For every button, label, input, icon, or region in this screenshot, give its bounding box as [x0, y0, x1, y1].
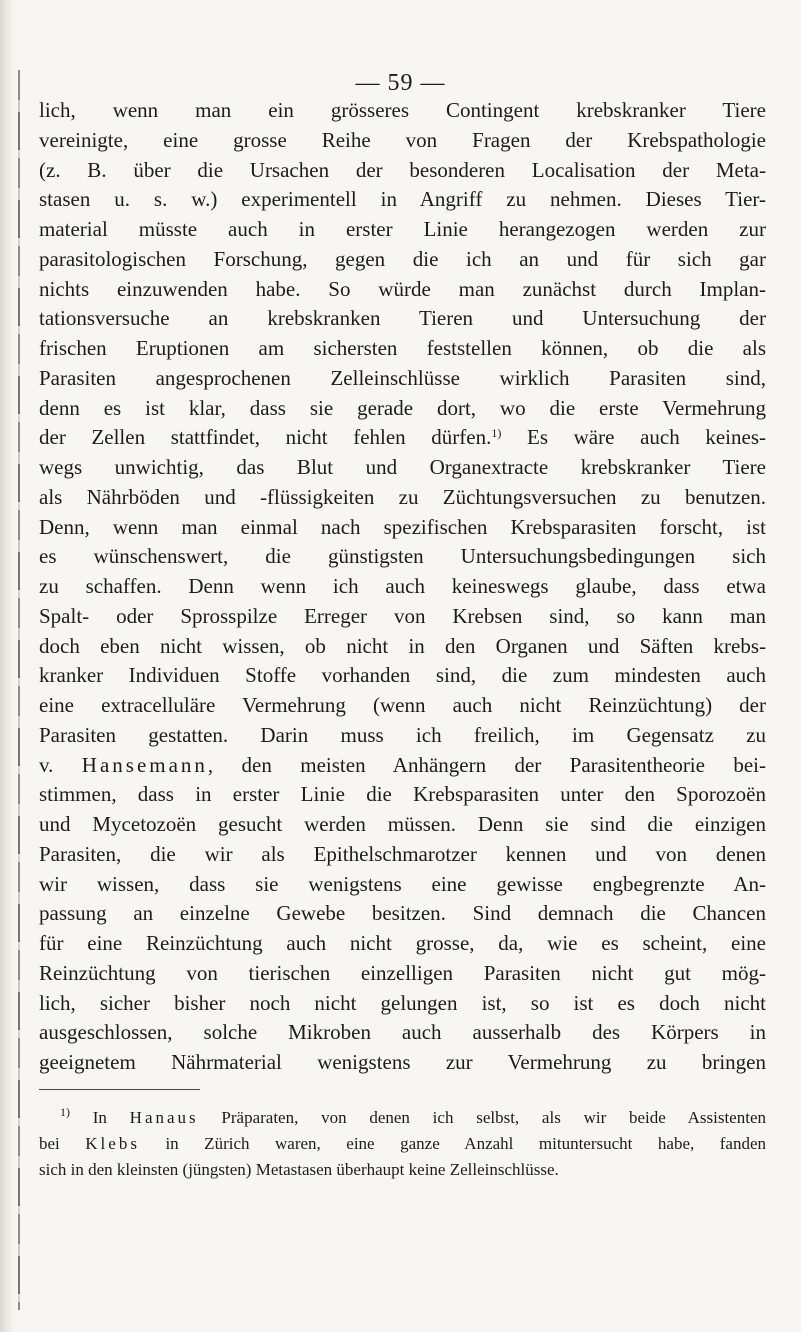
author-name: Hansemann: [81, 752, 208, 777]
text-line: parasitologischen Forschung, gegen die ich an und für sich gar: [39, 246, 766, 271]
text-line: der Zellen stattfindet, nicht fehlen dürfen.$^{1)}$ Es wäre auch keines-: [39, 425, 766, 450]
author-name: Hanaus: [129, 1108, 199, 1127]
text-line: doch eben nicht wissen, ob nicht in den Organen und Säften krebs-: [39, 633, 766, 658]
text-line: als Nährböden und -flüssigkeiten zu Züchtungsversuchen zu benutzen.: [39, 484, 766, 509]
text-line: denn es ist klar, dass sie gerade dort, wo die erste Vermehrung: [39, 395, 766, 420]
text-line: Denn, wenn man einmal nach spezifischen Krebsparasiten forscht, ist: [39, 514, 766, 539]
text-line: wegs unwichtig, das Blut und Organextracte krebskranker Tiere: [39, 455, 766, 479]
text-line: passung an einzelne Gewebe besitzen. Sind demnach die Chancen: [39, 901, 766, 926]
footnote-separator-rule: [39, 1089, 200, 1090]
footnote-line: $^{1)}$ In Hanaus Präparaten, von denen ich selbst, als wir beide Assistenten: [60, 1105, 766, 1127]
text-line: und Mycetozoën gesucht werden müssen. Denn sie sind die einzigen: [39, 812, 766, 836]
main-text-block: [39, 96, 766, 1078]
text-line: zu schaffen. Denn wenn ich auch keineswegs glaube, dass etwa: [39, 574, 766, 598]
text-line: frischen Eruptionen am sichersten feststellen können, ob die als: [39, 336, 766, 360]
text-line: stimmen, dass in erster Linie die Krebsparasiten unter den Sporozoën: [39, 782, 766, 807]
text-line: für eine Reinzüchtung auch nicht grosse, da, wie es scheint, eine: [39, 931, 766, 955]
footnote-block: [39, 1105, 766, 1183]
text-line: material müsste auch in erster Linie herangezogen werden zur: [39, 217, 766, 241]
text-line: es wünschenswert, die günstigsten Untersuchungsbedingungen sich: [39, 544, 766, 569]
text-line: (z. B. über die Ursachen der besonderen Localisation der Meta-: [39, 157, 766, 182]
text-line: lich, sicher bisher noch nicht gelungen ist, so ist es doch nicht: [39, 990, 766, 1015]
page-number: — 59 —: [355, 70, 446, 96]
text-line: stasen u. s. w.) experimentell in Angriff zu nehmen. Dieses Tier-: [39, 187, 766, 212]
author-name: Klebs: [85, 1134, 140, 1153]
text-line: eine extracelluläre Vermehrung (wenn auch nicht Reinzüchtung) der: [39, 693, 766, 717]
footnote-reference: 1): [491, 426, 502, 441]
text-line: ausgeschlossen, solche Mikroben auch ausserhalb des Körpers in: [39, 1020, 766, 1045]
page-binding-edge: [0, 0, 14, 1332]
footnote-line: bei Klebs in Zürich waren, eine ganze Anzahl mituntersucht habe, fanden: [39, 1134, 766, 1153]
text-line: nichts einzuwenden habe. So würde man zunächst durch Implan-: [39, 276, 766, 301]
text-line: Parasiten gestatten. Darin muss ich freilich, im Gegensatz zu: [39, 722, 766, 747]
footnote-line: sich in den kleinsten (jüngsten) Metastasen überhaupt keine Zelleinschlüsse.: [39, 1160, 559, 1179]
binding-shadow-line: [18, 70, 20, 1310]
text-line: v. Hansemann, den meisten Anhängern der Parasitentheorie bei-: [39, 752, 766, 777]
text-line: lich, wenn man ein grösseres Contingent krebskranker Tiere: [39, 98, 766, 122]
text-line: Spalt- oder Sprosspilze Erreger von Krebsen sind, so kann man: [39, 603, 766, 628]
text-line: Reinzüchtung von tierischen einzelligen Parasiten nicht gut mög-: [39, 960, 766, 985]
footnote-marker: 1): [60, 1105, 70, 1119]
text-line: kranker Individuen Stoffe vorhanden sind, die zum mindesten auch: [39, 663, 766, 688]
text-line: vereinigte, eine grosse Reihe von Fragen der Krebspathologie: [39, 127, 766, 152]
text-line: Parasiten angesprochenen Zelleinschlüsse wirklich Parasiten sind,: [39, 365, 766, 390]
text-line: Parasiten, die wir als Epithelschmarotzer kennen und von denen: [39, 841, 766, 866]
text-line: geeignetem Nährmaterial wenigstens zur Vermehrung zu bringen: [39, 1050, 766, 1074]
text-line: wir wissen, dass sie wenigstens eine gewisse engbegrenzte An-: [39, 871, 766, 896]
text-line: tationsversuche an krebskranken Tieren und Untersuchung der: [39, 306, 766, 331]
